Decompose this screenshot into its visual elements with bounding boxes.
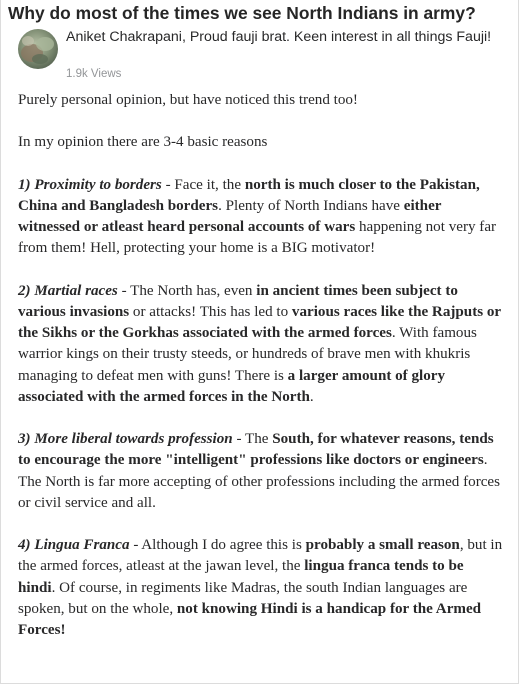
- answer-body: [18, 90, 504, 662]
- answer-paragraph: In my opinion there are 3-4 basic reasons: [18, 134, 268, 151]
- reason-bold-text: either witnessed or atleast heard personal accounts of wars: [18, 197, 442, 236]
- view-count: 1.9k Views: [66, 68, 122, 80]
- reason-text: happening not very far from them! Hell, protecting your home is a BIG motivator!: [18, 219, 497, 257]
- reason-text: , but in the armed forces, atleast at the jawan level, the: [18, 537, 503, 575]
- reason-text: . Plenty of North Indians have: [218, 197, 404, 214]
- reason-text: - The North has, even: [117, 282, 257, 299]
- reason-text: .: [309, 388, 314, 405]
- reason-bold-text: in ancient times been subject to various invasions: [18, 282, 458, 320]
- reason-heading: 4) Lingua Franca: [18, 537, 130, 554]
- reason-text: . With famous warrior kings on their trusty steeds, or hundreds of brave men with khukris managing to defeat men with guns! There is: [18, 325, 477, 384]
- reason-bold-text: a larger amount of glory associated with the armed forces in the North: [18, 367, 446, 405]
- author-avatar[interactable]: [18, 29, 58, 69]
- reason-text: - The: [232, 431, 273, 448]
- reason-heading: 3) More liberal towards profession: [18, 431, 233, 448]
- reason-text: - Although I do agree this is: [129, 537, 306, 554]
- author-byline: [66, 28, 506, 47]
- author-credential: , Proud fauji brat. Keen interest in all things Fauji!: [181, 29, 492, 45]
- author-name-link[interactable]: Aniket Chakrapani: [66, 29, 182, 45]
- reason-text: . The North is far more accepting of other professions including the armed forces or civil service and all.: [18, 452, 500, 511]
- reason-bold-text: South, for whatever reasons, tends to encourage the more "intelligent" professions like doctors or engineers: [18, 431, 494, 469]
- reason-bold-text: probably a small reason: [305, 537, 460, 554]
- answer-paragraph: Purely personal opinion, but have noticed this trend too!: [18, 92, 358, 108]
- reason-paragraph: [18, 535, 504, 641]
- reason-paragraph: [18, 429, 504, 514]
- reason-text: - Face it, the: [161, 176, 245, 193]
- reason-paragraph: [18, 281, 504, 408]
- question-title[interactable]: Why do most of the times we see North Indians in army?: [8, 3, 476, 23]
- reason-bold-text: north is much closer to the Pakistan, China and Bangladesh borders: [18, 176, 480, 214]
- reason-bold-text: lingua franca tends to be hindi: [18, 558, 464, 596]
- reason-heading: 2) Martial races: [18, 282, 118, 299]
- reason-text: . Of course, in regiments like Madras, the south Indian languages are spoken, but on the whole,: [18, 579, 468, 617]
- profile-photo-avatar-icon: [18, 29, 58, 69]
- reason-paragraph: [18, 175, 504, 260]
- reason-bold-text: various races like the Rajputs or the Sikhs or the Gorkhas associated with the armed forces: [18, 303, 501, 342]
- reason-bold-text: not knowing Hindi is a handicap for the Armed Forces!: [18, 600, 482, 638]
- reason-text: or attacks! This has led to: [129, 303, 292, 320]
- reason-heading: 1) Proximity to borders: [18, 176, 162, 193]
